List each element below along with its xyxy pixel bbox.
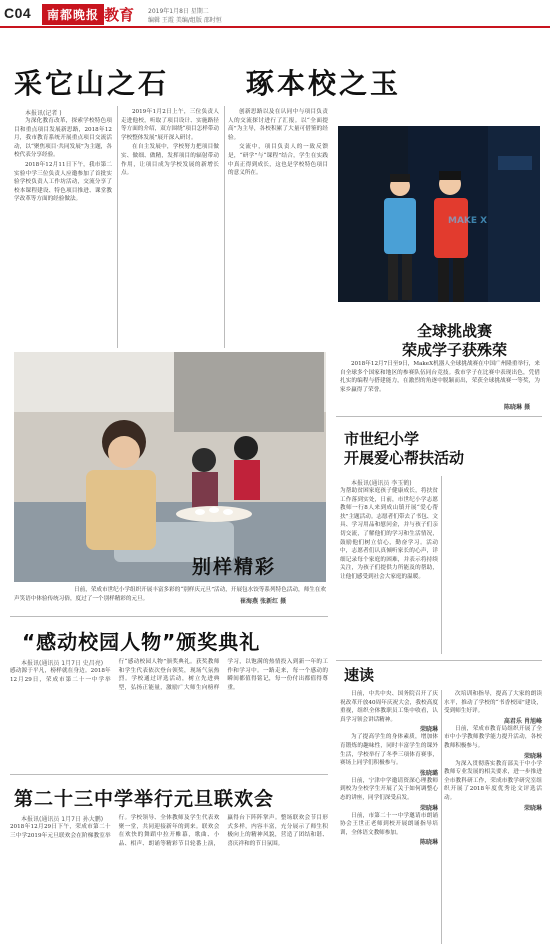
header-rule — [0, 26, 550, 28]
photo-caption-body: 日前，荣成市世纪小学组织开展丰富多彩的“别样庆元旦”活动，开展包水饺等系列特色活动，师生在欢声笑语中体验传统习俗，度过了一个别样精彩的元旦。 — [14, 587, 326, 602]
quick-news-credit: 陈晓琳 — [419, 839, 438, 847]
photo-caption-title: 别样精彩 — [192, 556, 277, 578]
main-para-5: 创新思路以及在认同中与项目负责人的交流探讨进行了汇报。以“全面提高”为主导，各校积累了大量可借鉴的经验。 — [228, 109, 328, 141]
quick-news-credit: 荣晓琳 — [419, 804, 438, 812]
quick-news-item: 日前，荣成市教育局组织开展了全市中小学教师教学能力提升活动，各校教师积极参与。 — [444, 725, 542, 749]
editors-line: 编辑 王霞 美编/组版 邵时恒 — [148, 17, 222, 24]
quick-news-credit: 高君乐 肖旭峰 — [503, 717, 542, 725]
section-rule — [336, 660, 542, 661]
main-byline: 本报讯(记者 ) — [25, 110, 62, 117]
charity-col2-continuation — [444, 478, 542, 654]
section-rule — [10, 774, 328, 775]
paper-logo: 南都晚报 — [42, 4, 104, 25]
contest-body: 2018年12月7日至9日，MakeX机器人全球挑战赛在中国广州隆重举行，来自全球多个国家和地区的参赛队伍同台竞技。我市学子在比赛中表现出色，凭借扎实的编程与搭建能力，在激烈的角逐中脱颖而出，荣获全球挑战赛一等奖，为家乡赢得了荣誉。 — [340, 361, 540, 393]
charity-title — [344, 430, 464, 468]
quick-news-item: 日前，中共中央、国务院召开了庆祝改革开放40周年庆祝大会，我校高度重视，组织全体教职员工集中收看，认真学习领会讲话精神。 — [340, 691, 438, 723]
charity-col1 — [340, 478, 438, 654]
newyear-body — [10, 814, 328, 940]
backdrop-logo: MAKE X — [448, 216, 488, 226]
award-body — [10, 658, 328, 766]
contest-title-line1: 全球挑战赛 — [417, 322, 493, 340]
main-para-6: 交流中，项目负责人的一致反馈是，“研学”与“课程”结合，学生在实践中真正得到成长，这也是学校特色项目的意义所在。 — [228, 144, 328, 177]
award-title: “感动校园人物”颁奖典礼 — [22, 630, 261, 654]
quick-news-credit: 张晓璐 — [419, 769, 438, 777]
quick-news-credit: 荣晓琳 — [523, 752, 542, 760]
main-title-left: 采它山之石 — [14, 67, 170, 100]
quick-news-col2 — [444, 690, 542, 944]
charity-title-line2: 开展爱心帮扶活动 — [344, 449, 465, 467]
newyear-title: 第二十三中学举行元旦联欢会 — [14, 788, 275, 810]
charity-byline: 本报讯(通讯员 李玉鹤) — [351, 480, 412, 487]
section-rule — [10, 616, 328, 617]
main-story-col2 — [121, 108, 219, 348]
award-byline: 本报讯(通讯员 1月7日 史昌亮) — [21, 660, 104, 667]
quick-news-item: 日前，宁津中学邀请资深心理教师到校为全校学生开展了关于如何调整心态的讲座，同学们深受启发。 — [340, 777, 438, 801]
contest-credit: 陈晓琳 摄 — [504, 404, 531, 411]
section-rule — [336, 416, 542, 417]
quick-news-credit: 荣晓琳 — [419, 726, 438, 734]
contest-title — [402, 322, 507, 360]
photo-credit: 崔海燕 张新红 摄 — [240, 598, 287, 605]
charity-body: 为帮助贫困家庭孩子健康成长，将扶贫工作落到实处，日前，市世纪小学志愿教师一行8人来到成山镇开展“爱心帮扶”主题活动。志愿者们带去了书包、文具、学习用品和慰问金，并与孩子们亲切交流，了解他们的学习和生活情况，鼓励他们树立信心，勤奋学习。活动中，志愿者们认真倾听家长的心声，详细记录每个家庭的困难，并表示将持续关注，为孩子们提供力所能及的帮助，让他们感受到社会大家庭的温暖。 — [340, 488, 438, 580]
newyear-text: 2018年12月29日下午，荣成市第二十三中学2019年元旦联欢会在阶梯教室举行。学校领导、全体教师及学生代表欢聚一堂，共同迎接新年的到来。联欢会在欢快的舞蹈中拉开帷幕，歌曲、小品、相声、朗诵等精彩节目轮番上演，赢得台下阵阵掌声。整场联欢会节目形式多样，内容丰富，充分展示了师生积极向上的精神风貌，营造了团结和谐、喜庆祥和的节日氛围。 — [10, 815, 328, 847]
main-story-col1 — [14, 108, 112, 348]
dumpling-photo — [14, 352, 326, 582]
contest-title-line2: 荣成学子获殊荣 — [402, 341, 508, 359]
main-title-right: 琢本校之玉 — [246, 67, 402, 100]
quick-news-credit: 荣晓琳 — [523, 804, 542, 812]
charity-title-line1: 市世纪小学 — [344, 430, 420, 448]
newyear-byline: 本报讯(通讯员 1月7日 孙大鹏) — [21, 816, 104, 823]
column-divider — [224, 106, 225, 348]
section-name: 教育 — [104, 6, 135, 24]
main-para-4: 在自主发展中，学校努力把项目做实、做细、做精，发挥项目的辐射带动作用，让项目成为学校发展的新增长点。 — [121, 144, 219, 177]
quick-news-item: 为了提高学生的身体素质，增加体育锻炼的趣味性，同时丰富学生的课外生活，学校举行了冬季三项体育赛事，赛场上同学们积极参与。 — [340, 734, 438, 767]
award-text: 感动源于平凡，榜样就在身边。2018年12月29日，荣成市第二十一中学举行“感动校园人物”颁奖典礼。获奖教师和学生代表依次登台领奖，现场气氛热烈。学校通过评选活动，树立先进典型，弘扬正能量，激励广大师生向榜样学习，以饱满的热情投入到新一年的工作和学习中。一路走来，每一个感动的瞬间都值得铭记，每一份付出都值得尊重。 — [10, 659, 328, 691]
date-line: 2019年1月8日 星期二 — [148, 8, 209, 15]
main-para-2: 2018年12月11日下午，我市第二实验中学三位负责人应邀参加了首批实验学校负责人工作坊活动，交流分享了校本课程建设、特色项目推进、课堂教学改革等方面的经验做法。 — [14, 161, 112, 203]
quick-news-col1 — [340, 690, 438, 944]
contest-photo — [338, 126, 540, 302]
main-para-3: 2019年1月2日上午，三位负责人走进他校，听取了项目设计、实施路径等方面的介绍，双方围绕“项目怎样带动学校整体发展”展开深入研讨。 — [121, 109, 219, 141]
column-divider — [117, 106, 118, 348]
quick-news-header: 速读 — [344, 666, 375, 684]
main-story-col3 — [228, 108, 328, 348]
quick-news-item: 日前，市第二十一中学邀请市朗诵协会王世正老师到校开展朗诵指导培训，全体语文教师参加。 — [340, 812, 438, 836]
column-divider — [441, 476, 442, 654]
quick-news-item: 次培训和指导，提高了大家的朗读水平，推动了学校的“书香校园”建设，受到师生好评。 — [444, 691, 542, 715]
column-divider — [441, 690, 442, 944]
page-code: C04 — [4, 5, 32, 21]
main-para-1: 为深化教育改革，探索学校特色项目和重点项目发展新思路，2018年12月，我市教育系统开展重点项目交流活动，以“聚焦项目·共同发展”为主题，各校代表分享经验。 — [14, 118, 112, 159]
quick-news-item: 为深入贯彻落实教育部关于中小学教师专业发展的相关要求，进一步推进全市教科研工作，荣成市教学研究室组织开展了2018年度优秀论文评选活动。 — [444, 760, 542, 801]
